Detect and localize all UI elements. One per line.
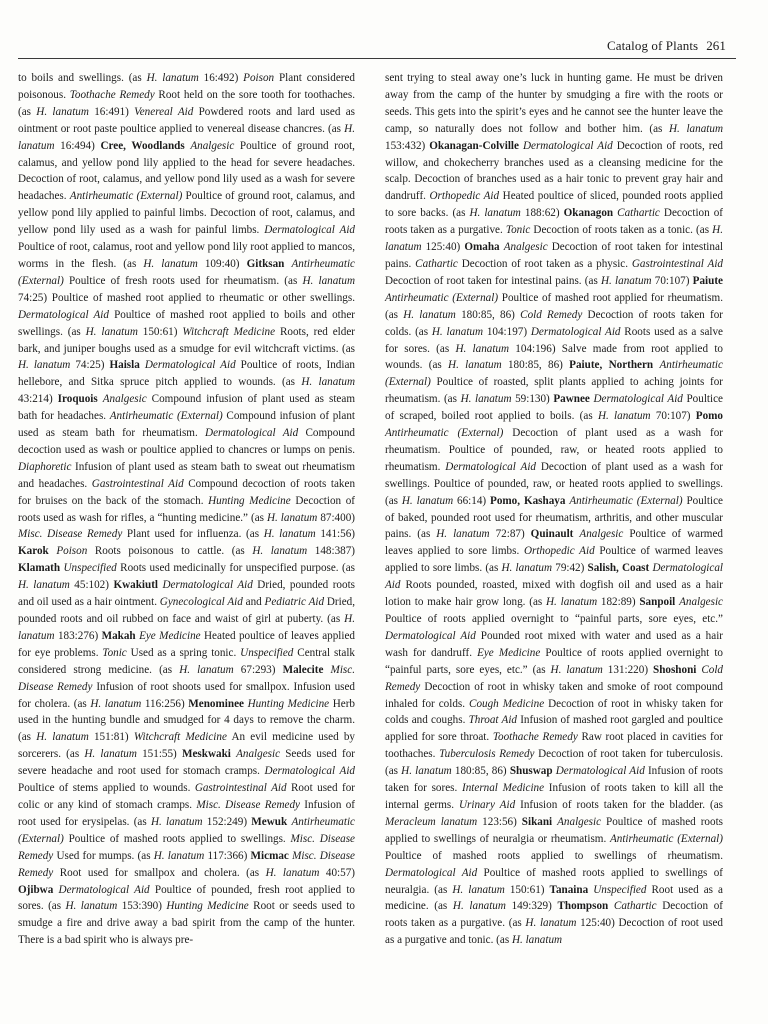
italic-term: H. lanatum [143,257,198,270]
text-run: 70:107) [651,274,693,287]
italic-term: Analgesic [236,748,281,761]
entry-name: Kwakiutl [113,579,159,592]
text-run: 123:56) [477,815,522,828]
italic-term: H. lanatum [84,748,137,761]
text-run: Poultice of ground root, calamus, and yellow pond lily applied to the head for severe headaches. Decoction of root, calamus, and yellow pond lily used as a wash for severe headaches. [18,139,355,203]
text-run: 131:220) [602,663,653,676]
italic-term: Dermatological Aid [162,579,253,592]
italic-term: H. lanatum [436,528,490,541]
italic-term: Antirheumatic (External) [569,494,683,507]
italic-term: Cathartic [613,900,657,913]
italic-term: H. lanatum [669,122,723,135]
italic-term: H. lanatum [153,849,205,862]
text-run: Poultice of mashed roots applied to swellings of neuralgia or rheumatism. [385,815,723,845]
italic-term: Analgesic [679,596,723,609]
text-run: Infusion of roots taken to kill all the internal germs. [385,782,724,811]
italic-term: Antirheumatic (External) [609,832,723,845]
entry-name: Paiute [692,274,723,287]
text-run: Compound infusion of plant used as steam bath for rheumatism. [18,410,355,440]
italic-term: Antirheumatic (External) [18,815,355,845]
text-run: Poultice of mashed roots applied to swellings. [63,832,291,845]
text-run: Decoction of root taken for intestinal pains. (as [385,274,601,287]
italic-term: H. lanatum [546,596,598,609]
text-run: Plant considered poisonous. [18,72,355,101]
italic-term: Analgesic [190,139,235,152]
text-run: Infusion of root shoots used for smallpox. Infusion used for cholera. (as [18,680,356,710]
italic-term: Analgesic [102,393,147,406]
entry-name: Quinault [530,528,574,541]
italic-term: Antirheumatic (External) [109,410,223,423]
italic-term: Gastrointestinal Aid [194,782,287,795]
italic-term: Antirheumatic (External) [385,291,499,304]
italic-term: Diaphoretic [18,460,72,473]
text-run: Poultice of roots applied overnight to “painful parts, sore eyes, etc.” [385,613,723,625]
text-run: Raw root placed in cavities for toothaches. [385,731,723,761]
entry-name: Sanpoil [639,596,676,609]
italic-term: Antirheumatic (External) [18,257,355,287]
italic-term: Analgesic [579,528,624,541]
italic-term: Misc. Disease Remedy [18,832,355,862]
italic-term: H. lanatum [431,325,484,338]
text-run: Decoction of roots taken for colds. (as [385,308,723,338]
italic-term: Gastrointestinal Aid [91,477,184,490]
text-run: Poultice of roots applied overnight to “painful parts, sore eyes, etc.” (as [385,646,723,676]
italic-term: H. lanatum [302,274,355,287]
text-run: Plant used for influenza. (as [122,528,264,541]
text-run: 150:61) [504,883,550,896]
italic-term: Dermatological Aid [555,765,645,778]
text-run: 152:249) [202,815,252,828]
text-run: 87:400) [317,511,355,524]
italic-term: Tonic [505,224,531,237]
text-run: 182:89) [597,596,640,609]
text-run: 141:56) [315,528,355,541]
italic-term: H. lanatum [452,883,505,896]
italic-term: Misc. Disease Remedy [18,663,355,693]
text-run: Roots used as a salve for sores. (as [385,325,724,355]
italic-term: Poison [243,72,275,84]
italic-term: H. lanatum [36,105,89,118]
italic-term: H. lanatum [265,866,320,879]
entry-name: Shoshoni [653,663,697,676]
entry-name: Okanagon [563,207,614,220]
text-run: Poultice of roots, Indian hellebore, and Sitka spruce pitch applied to wounds. (as [18,359,355,389]
page-number: 261 [706,38,726,53]
text-run: Pounded root mixed with water and used as a hair wash for dandruff. [385,629,724,659]
italic-term: H. lanatum [401,494,454,507]
text-run: Decoction of roots taken as a tonic. (as [530,224,713,237]
italic-term: Cold Remedy [385,663,723,693]
text-run [323,664,330,676]
italic-term: Meracleum lanatum [385,815,478,828]
italic-term: Misc. Disease Remedy [18,528,123,541]
italic-term: H. lanatum [146,72,199,84]
text-run: Poultice of mashed roots applied to swellings of neuralgia. (as [385,866,723,896]
text-run: 116:256) [141,697,189,710]
entry-name: Okanagan-Colville [429,139,519,152]
text-run: to boils and swellings. (as [18,72,147,84]
text-run: Poultice of fresh roots used for rheumatism. (as [63,274,303,287]
text-run: Infusion of plant used as steam bath to sweat out rheumatism and headaches. [18,460,355,490]
entry-name: Cree, Woodlands [100,139,185,152]
text-run: 148:387) [307,545,355,558]
text-run: Infusion of root used for erysipelas. (as [18,798,356,828]
text-run: Decoction of root in whisky taken for colds and coughs. [385,697,723,727]
text-run: 151:55) [136,748,182,761]
text-run: Powdered roots and lard used as ointment or root paste poultice applied to venereal disease chancres. (as [18,105,355,135]
text-run: Roots pounded, roasted, mixed with dogfish oil and used as a hair lotion to make hair grow long. (as [385,579,723,609]
entry-name: Sikani [521,815,553,828]
text-run: Root held on the sore tooth for toothaches. (as [18,88,355,118]
text-run: Heated poultice of sliced, pounded roots applied to sore backs. (as [385,190,724,220]
italic-term: H. lanatum [90,697,142,710]
italic-term: Antirheumatic (External) [385,359,723,389]
text-run: Poultice of root, calamus, root and yellow pond lily root applied to mancos, worms in the flesh. (as [18,241,355,270]
text-run: Decoction of plant used as a wash for swellings. Poultice of pounded, raw, or heated roots applied to swellings. (as [385,460,724,507]
text-run: 70:107) [650,410,696,423]
text-run: Root or seeds used to smudge a fire and drive away a bad spirit from the camp of the hunter. There is a bad spirit who is always pre- [18,900,355,947]
text-run: 43:214) [18,393,58,406]
text-run: Poultice of mashed root applied for rheumatism. (as [385,291,723,321]
italic-term: H. lanatum [179,663,234,676]
italic-term: Antirheumatic (External) [385,427,504,440]
text-run: 117:366) [204,849,251,862]
italic-term: H. lanatum [403,308,456,321]
entry-name: Tanaina [549,883,589,896]
italic-term: Witchcraft Medicine [133,731,227,744]
text-run: Infusion of mashed root gargled and poultice applied for sore throat. [385,714,723,744]
entry-name: Iroquois [57,393,98,406]
text-run: Poultice of mashed roots applied to swellings of rheumatism. [385,849,723,862]
italic-term: H. lanatum [65,900,118,913]
text-run: sent trying to steal away one’s luck in hunting game. He must be driven away from the camp of the hunter by smudging a fire with the roots or seeds. This gets into the spirit’s eyes and he cannot see the hunter leave the camp, so naturally does not follow and bother him. (as [385,72,723,135]
italic-term: H. lanatum [460,393,512,406]
italic-term: Dermatological Aid [18,308,109,321]
italic-term: H. lanatum [452,900,506,913]
text-run: 74:25) [70,359,110,372]
text-run: Poultice of scraped, boiled root applied to boils. (as [385,393,723,423]
italic-term: Dermatological Aid [58,883,150,896]
text-run: Root used as a medicine. (as [385,883,723,913]
italic-term: Dermatological Aid [264,765,355,778]
text-run: Infusion of roots taken for sores. [385,765,723,795]
text-run: 67:293) [233,663,283,676]
text-run: Compound decoction used as wash or poultice applied to chancres or lumps on penis. [18,427,355,456]
italic-term: Witchcraft Medicine [182,325,276,338]
entry-name: Salish, Coast [587,562,650,575]
text-run: Used for mumps. (as [53,849,154,862]
italic-term: Misc. Disease Remedy [196,798,300,811]
italic-term: Dermatological Aid [385,629,476,642]
text-run: 153:390) [117,900,167,913]
italic-term: H. lanatum [252,545,308,558]
italic-term: Hunting Medicine [247,697,330,710]
text-run: 16:494) [54,139,101,152]
italic-term: Dermatological Aid [445,460,536,473]
text-run: 66:14) [453,494,491,507]
italic-term: Hunting Medicine [166,900,249,913]
text-run: Central stalk considered strong medicine. (as [18,646,355,676]
text-run: Heated poultice of leaves applied for eye problems. [18,629,355,659]
text-run: Decoction of plant used as a wash for rheumatism. Poultice of pounded, raw, or heated roots applied to rheumatism. [385,427,723,473]
italic-term: H. lanatum [36,731,89,744]
text-run: 59:130) [511,393,554,406]
italic-term: Throat Aid [468,714,517,727]
text-run: Poultice of baked, pounded root used for rheumatism, arthritis, and other muscular pains. (as [385,494,723,541]
italic-term: Unspecified [63,562,117,575]
entry-name: Omaha [464,241,500,254]
italic-term: H. lanatum [85,325,138,338]
italic-term: Gynecological Aid [159,596,243,609]
italic-term: Gastrointestinal Aid [631,257,723,270]
text-run: 40:57) [319,866,355,879]
text-run: 188:62) [520,207,564,220]
italic-term: Dermatological Aid [522,139,613,152]
italic-term: Dermatological Aid [385,866,478,879]
italic-term: Eye Medicine [139,629,201,642]
text-run: Compound infusion of plant used as steam bath for headaches. [18,393,355,423]
entry-name: Malecite [282,663,324,676]
text-run: Decoction of root taken for tuberculosis. (as [385,748,723,778]
text-run: 180:85, 86) [501,359,570,372]
italic-term: Cold Remedy [520,308,583,321]
italic-term: Analgesic [557,815,602,828]
text-run: 74:25) Poultice of mashed root applied to rheumatic or other swellings. [18,291,355,304]
text-run: 125:40) Decoction of root used as a purgative and tonic. (as [385,917,723,947]
italic-term: H. lanatum [18,613,355,642]
entry-name: Gitksan [246,257,285,270]
italic-term: Antirheumatic (External) [69,190,183,203]
text-run: Decoction of roots taken as a purgative. [385,207,723,237]
entry-name: Menominee [188,697,244,710]
text-run: Decoction of roots used as wash for rifles, a “hunting medicine.” (as [18,494,356,524]
italic-term: H. lanatum [385,224,723,254]
text-run: Decoction of roots taken as a purgative. (as [385,900,723,930]
text-run: Dried, pounded roots and oil rubbed on face and waist of girl at puberty. (as [18,596,355,625]
text-run: Decoction of root taken as a physic. [457,257,632,270]
italic-term: H. lanatum [18,579,70,592]
text-run: Decoction of root taken for intestinal pains. [385,241,723,270]
text-run: 45:102) [69,579,114,592]
text-run: Poultice of warmed leaves applied to sore limbs. (as [385,545,723,575]
entry-name: Thompson [557,900,609,913]
italic-term: H. lanatum [511,934,563,947]
italic-term: Orthopedic Aid [523,545,595,558]
italic-term: H. lanatum [150,815,203,828]
italic-term: Dermatological Aid [144,359,236,372]
text-run: 16:492) [198,72,244,84]
italic-term: H. lanatum [525,917,577,930]
italic-term: Cathartic [617,207,660,220]
text-run: Compound decoction of roots taken for bruises on the back of the stomach. [18,477,356,507]
text-run: 180:85, 86) [451,765,510,778]
italic-term: Poison [56,545,88,558]
text-run: Infusion of roots taken for the bladder. (as [515,798,723,811]
header-rule [18,58,736,59]
text-run: Poultice of ground root, calamus, and yellow pond lily applied to painful limbs. Decoction of root, calamus, and yellow pond lily used as a wash for painful limbs. [18,190,355,237]
text-run: An evil medicine used by sorcerers. (as [18,731,355,761]
italic-term: H. lanatum [597,410,651,423]
text-run: Poultice of roasted, split plants applied to aching joints for rheumatism. (as [385,376,723,406]
text-run: and [242,596,265,609]
text-run: 72:87) [489,528,531,541]
italic-term: Unspecified [593,883,647,896]
entry-name: Klamath [18,562,61,575]
text-run: Poultice of mashed root applied to boils and other swellings. (as [18,308,355,338]
entry-name: Pomo [695,410,723,423]
italic-term: H. lanatum [266,511,318,524]
italic-term: Dermatological Aid [385,562,723,592]
italic-term: Tuberculosis Remedy [439,748,535,761]
italic-term: H. lanatum [18,122,355,152]
italic-term: H. lanatum [301,376,355,389]
text-run: 151:81) [88,731,134,744]
italic-term: Tonic [102,646,127,659]
text-run: Herb used in the hunting bundle and smudged for 4 days to remove the charm. (as [18,697,355,744]
italic-term: Misc. Disease Remedy [18,849,355,879]
text-run: 149:329) [505,900,558,913]
text-run: Poultice of warmed leaves applied to sore limbs. [385,528,723,558]
italic-term: Urinary Aid [459,798,516,811]
italic-term: H. lanatum [501,562,553,575]
left-column [18,70,355,949]
entry-name: Shuswap [509,765,553,778]
entry-name: Paiute, Northern [569,359,654,372]
entry-name: Ojibwa [18,883,54,896]
italic-term: Toothache Remedy [69,88,155,101]
text-run: 183:276) [54,629,102,642]
entry-name: Karok [18,545,49,558]
entry-name: Pawnee [553,393,590,406]
text-run: Root used for colic or any kind of stomach cramps. [18,782,355,811]
italic-term: Dermatological Aid [205,427,299,440]
text-run: 79:42) [552,562,588,575]
text-run: 125:40) [421,241,465,254]
italic-term: H. lanatum [401,765,452,778]
italic-term: H. lanatum [18,359,71,372]
italic-term: Venereal Aid [134,105,194,118]
entry-name: Makah [101,629,136,642]
entry-name: Micmac [250,849,289,862]
italic-term: Analgesic [503,241,548,254]
text-run: 16:491) [88,105,135,118]
text-run: 150:61) [137,325,183,338]
italic-term: H. lanatum [263,528,316,541]
italic-term: Internal Medicine [462,782,545,795]
text-run: Poultice of pounded, fresh root applied to sores. (as [18,883,355,913]
italic-term: H. lanatum [550,663,603,676]
running-head-title: Catalog of Plants [606,38,699,53]
text-run: Root used for smallpox and cholera. (as [53,866,266,879]
text-run: 104:197) [483,325,531,338]
text-run: Dried, pounded roots and oil used as a hair ointment. [18,579,356,609]
text-run: Roots poisonous to cattle. (as [87,545,253,558]
italic-term: H. lanatum [601,274,652,287]
italic-term: Cough Medicine [469,697,545,710]
right-column [385,70,723,949]
right-column-text [385,70,723,949]
entry-name: Mewuk [251,815,288,828]
text-run: Decoction of roots, red willow, and chokecherry branches used as a cleansing medicine for the scalp. Decoction of branches used as a hair tonic to prevent gray hair and dandruff. [385,139,723,203]
text-run: Decoction of root in whisky taken and smoke of root compound inhaled for colds. [385,680,723,710]
italic-term: H. lanatum [448,359,502,372]
italic-term: Dermatological Aid [264,224,355,237]
italic-term: Hunting Medicine [208,494,291,507]
italic-term: Dermatological Aid [593,393,683,406]
text-run: Roots used medicinally for unspecified purpose. (as [116,562,355,575]
running-head [607,38,726,54]
italic-term: H. lanatum [469,207,521,220]
italic-term: Toothache Remedy [492,731,578,744]
italic-term: Orthopedic Aid [429,190,500,203]
italic-term: Eye Medicine [477,646,541,659]
italic-term: Cathartic [415,257,458,270]
italic-term: H. lanatum [455,342,510,355]
entry-name: Pomo, Kashaya [490,494,566,507]
text-run: Poultice of stems applied to wounds. [18,782,195,795]
text-run: Roots, red elder bark, and juniper boughs used as a smudge for evil witchcraft victims. (as [18,325,355,355]
text-run: 180:85, 86) [455,308,521,321]
entry-name: Meskwaki [181,748,231,761]
italic-term: Dermatological Aid [530,325,621,338]
left-column-text [18,70,355,949]
text-run: Used as a spring tonic. [126,646,241,659]
text-run: 104:196) Salve made from root applied to wounds. (as [385,342,723,372]
italic-term: Pediatric Aid [264,596,325,609]
text-run: 109:40) [197,257,247,270]
text-run: Seeds used for severe headache and root used for stomach cramps. [18,748,355,778]
italic-term: Unspecified [240,646,294,659]
text-run: 153:432) [385,139,430,152]
entry-name: Haisla [109,359,140,372]
